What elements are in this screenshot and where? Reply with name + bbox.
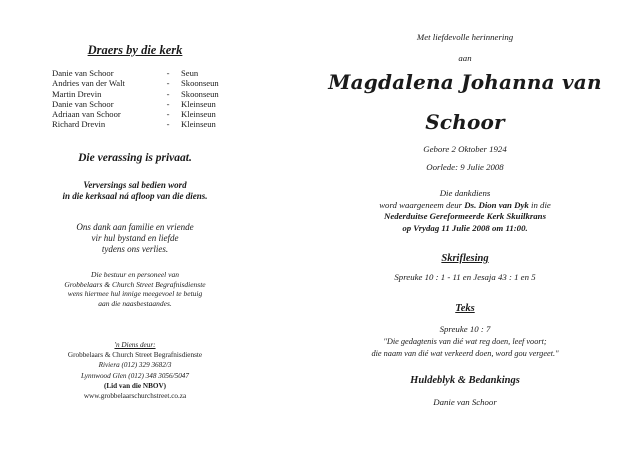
bearer-row [52,109,241,119]
death-date: Oorlede: 9 Julie 2008 [426,162,504,172]
deceased-name-line-2: Schoor [425,110,505,134]
service-by-label: 'n Diens deur: [114,341,156,349]
bearer-row [52,68,241,78]
text-reference: Spreuke 10 : 7 [439,324,491,334]
tributes-heading: Huldeblyk & Bedankings [410,375,520,386]
staff-note-line-2: Grobbelaars & Church Street Begrafnisdienste [64,279,206,289]
service-datetime: op Vrydag 11 Julie 2008 om 11:00. [402,222,528,233]
bearer-row [52,99,241,109]
service-officiant-prefix: word waargeneem deur [379,199,465,210]
staff-note-line-3: wens hiermee hul innige meegevoel te betuig [67,289,203,298]
bearer-dash: - [166,109,170,120]
bearer-dash: - [166,88,170,99]
text-quote-line-2: die naam van dié wat verkeerd doen, word gou vergeet." [371,348,559,358]
scripture-heading: Skriflesing [441,253,489,264]
scripture-reading: Spreuke 10 : 1 - 11 en Jesaja 43 : 1 en 5 [394,272,536,282]
bearer-relation: Skoonseun [181,88,219,99]
birth-date: Gebore 2 Oktober 1924 [423,144,507,154]
funeral-home-membership: (Lid van die NBOV) [103,381,167,390]
text-heading: Teks [455,303,475,314]
bearer-relation: Kleinseun [181,109,216,120]
service-church: Nederduitse Gereformeerde Kerk Skuilkrans [383,211,546,221]
service-officiant: Ds. Dion van Dyk [464,199,529,210]
bearer-dash: - [166,68,170,78]
funeral-home-branch-riviera: Riviera (012) 329 3682/3 [98,361,172,370]
bearer-name: Danie van Schoor [52,68,114,78]
deceased-name-line-1: Magdalena Johanna van [328,70,602,94]
cremation-notice: Die verassing is privaat. [78,152,192,164]
bearer-row [52,78,241,88]
refreshments-notice [0,180,270,202]
bearer-relation: Kleinseun [181,98,216,109]
funeral-home-branch-lynnwood: Lynnwood Glen (012) 348 3056/5047 [81,371,189,380]
staff-note-line-1: Die bestuur en personeel van [91,270,179,279]
bearer-dash: - [166,98,170,109]
thanks-line-1: Ons dank aan familie en vriende [76,222,194,232]
thanks-notice [0,222,270,255]
funeral-home-block [0,340,270,401]
refreshments-line-2: in die kerksaal ná afloop van die diens. [62,191,208,201]
memorial-intro: Met liefdevolle herinnering [416,32,514,42]
bearer-relation: Kleinseun [181,119,216,130]
bearer-name: Andries van der Walt [52,78,125,89]
bearer-relation: Skoonseun [181,78,219,89]
right-panel [310,0,620,452]
staff-note-line-4: aan die naasbestaandes. [98,298,172,308]
staff-note [0,270,270,308]
bearer-dash: - [166,119,170,130]
bearer-dash: - [166,78,170,89]
refreshments-line-1: Verversings sal bedien word [83,180,187,190]
service-line-2 [310,200,620,212]
thanks-line-2: vir hul bystand en liefde [91,233,179,243]
thanks-line-3: tydens ons verlies. [101,244,169,254]
funeral-home-name: Grobbelaars & Church Street Begrafnisdienste [67,351,203,360]
bearer-name: Richard Drevin [52,119,106,130]
text-quote [310,336,620,359]
bearer-row [52,89,241,99]
text-quote-line-1: "Die gedagtenis van dié wat reg doen, leef voort; [383,337,547,346]
service-details [310,188,620,234]
bearers-list [52,68,241,130]
bearer-name: Adriaan van Schoor [52,109,121,120]
bearers-heading: Draers by die kerk [87,43,183,57]
service-line-1: Die dankdiens [439,188,491,198]
memorial-aan: aan [458,53,472,63]
tributes-by: Danie van Schoor [433,397,497,407]
funeral-home-website[interactable]: www.grobbelaarschurchstreet.co.za [83,392,187,401]
bearer-name: Danie van Schoor [52,98,114,109]
bearer-relation: Seun [181,68,199,78]
bearer-name: Martin Drevin [52,88,102,99]
bearer-row [52,119,241,129]
service-officiant-suffix: in die [528,199,551,210]
